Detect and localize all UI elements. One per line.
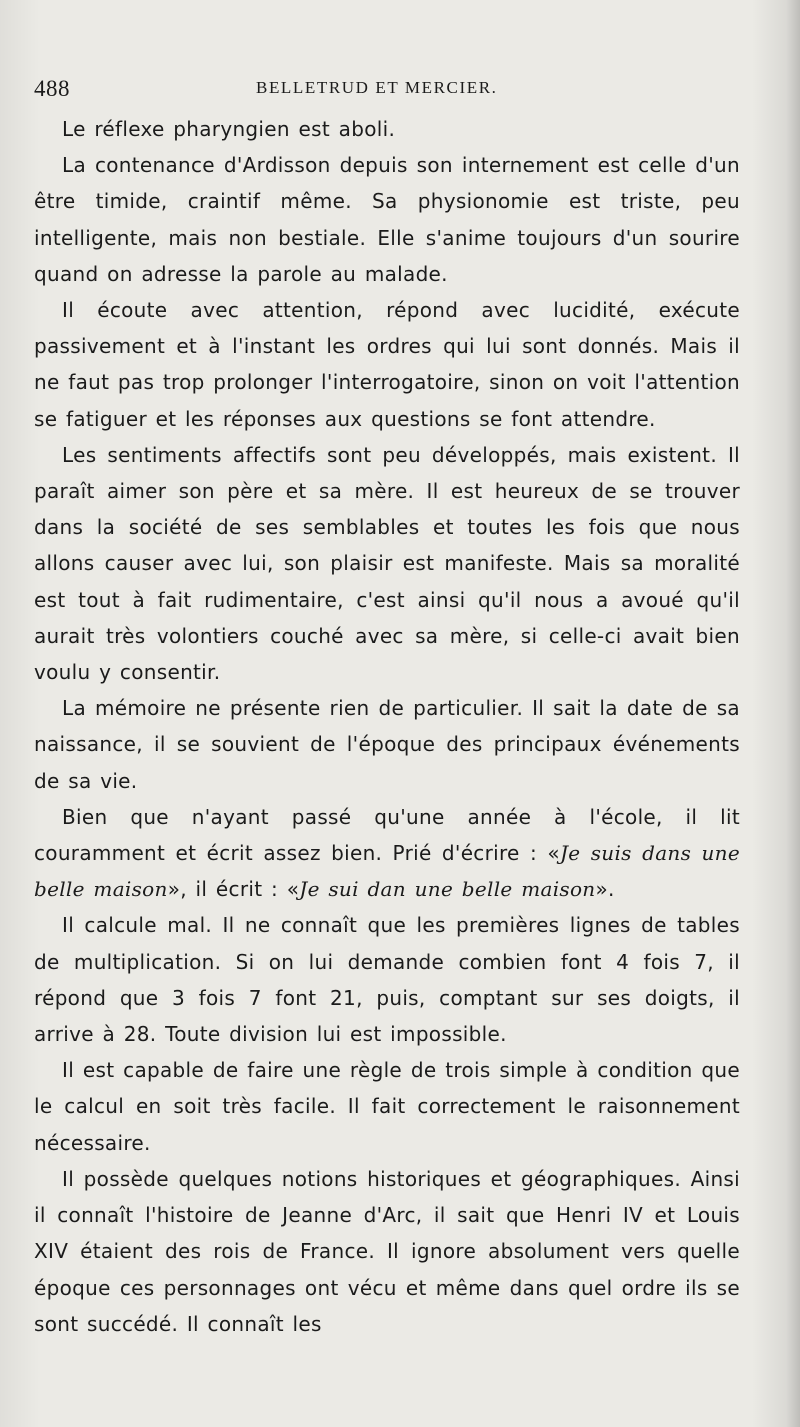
running-head: BELLETRUD ET MERCIER.	[256, 78, 498, 97]
paragraph-reflex: Le réflexe pharyngien est aboli.	[62, 117, 396, 141]
paragraph-rule-of-three: Il est capable de faire une règle de trois simple à condition que le calcul en soit très facile. Il fait correctement le raisonnement nécessaire.	[34, 1058, 740, 1155]
written-sentence: Je sui dan une belle maison	[299, 877, 596, 902]
page-header	[34, 70, 714, 106]
paragraph-calculation: Il calcule mal. Il ne connaît que les premières lignes de tables de multiplication. Si on lui demande combien font 4 fois 7, il répond que 3 fois 7 font 21, puis, comptant sur ses doigts, il arrive à 28. Toute division lui est impossible.	[34, 913, 740, 1047]
writing-middle: », il écrit : «	[167, 877, 300, 902]
paragraph-demeanor: La contenance d'Ardisson depuis son internement est celle d'un être timide, craintif même. Sa physionomie est triste, peu intelligente, mais non bestiale. Elle s'anime toujours d'un sourire quand on adresse la parole au malade.	[34, 153, 740, 286]
paragraph-writing	[34, 799, 740, 908]
paragraph-history: Il possède quelques notions historiques et géographiques. Ainsi il connaît l'histoire de Jeanne d'Arc, il sait que Henri IV et Louis XIV étaient des rois de France. Il ignore absolument vers quelle époque ces personnages ont vécu et même dans quel ordre ils se sont succédé. Il connaît les	[34, 1166, 740, 1336]
dictated-sentence: Je suis dans une belle maison	[34, 841, 741, 902]
paragraph-attention: Il écoute avec attention, répond avec lucidité, exécute passivement et à l'instant les ordres qui lui sont donnés. Mais il ne faut pas trop prolonger l'interrogatoire, sinon on voit l'attention se fatiguer et les réponses aux questions se font attendre.	[34, 298, 740, 431]
scan-edge-shadow	[786, 0, 800, 1427]
body-text	[34, 111, 740, 1342]
writing-before: Bien que n'ayant passé qu'une année à l'école, il lit couramment et écrit assez bien. Prié d'écrire : «	[34, 804, 740, 866]
page-number: 488	[34, 76, 70, 101]
writing-after: ».	[595, 877, 615, 902]
paragraph-memory: La mémoire ne présente rien de particulier. Il sait la date de sa naissance, il se souvient de l'époque des principaux événements de sa vie.	[34, 696, 740, 793]
paragraph-feelings: Les sentiments affectifs sont peu développés, mais existent. Il paraît aimer son père et sa mère. Il est heureux de se trouver dans la société de ses semblables et toutes les fois que nous allons causer avec lui, son plaisir est manifeste. Mais sa moralité est tout à fait rudimentaire, c'est ainsi qu'il nous a avoué qu'il aurait très volontiers couché avec sa mère, si celle-ci avait bien voulu y consentir.	[34, 442, 740, 685]
